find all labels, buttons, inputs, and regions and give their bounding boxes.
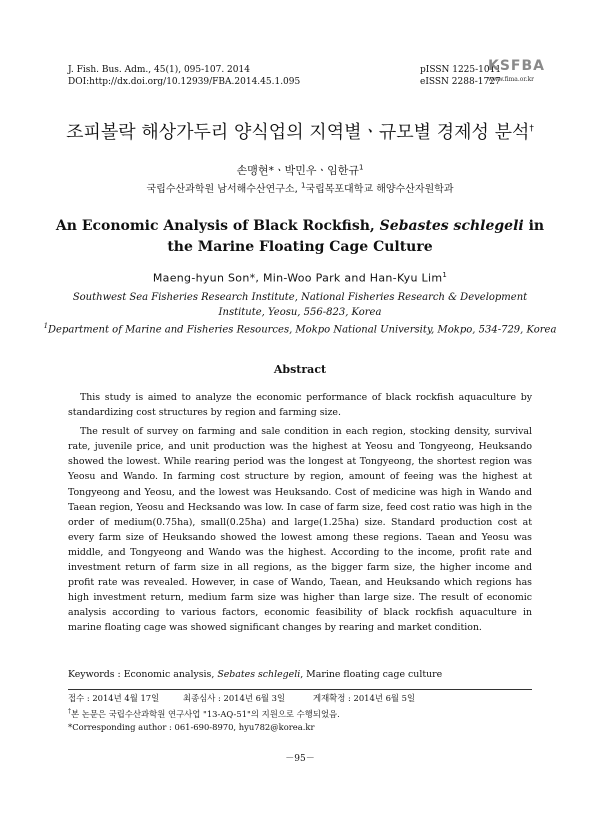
journal-header <box>68 64 300 88</box>
page-number: －95－ <box>285 754 315 764</box>
journal-citation: J. Fish. Bus. Adm., 45(1), 095-107. 2014 <box>68 65 250 75</box>
affiliation-ko-1: 국립수산과학원 남서해수산연구소, <box>146 184 301 195</box>
doi-link[interactable]: DOI:http://dx.doi.org/10.12939/FBA.2014.45.1.095 <box>68 77 301 87</box>
pissn: pISSN 1225-1011 <box>420 65 502 75</box>
corresponding-author: *Corresponding author : 061-690-8970, hyu782@korea.kr <box>68 721 315 732</box>
footnote-divider <box>68 689 532 690</box>
english-title-line-2: the Marine Floating Cage Culture <box>167 239 433 255</box>
keywords <box>68 669 532 680</box>
english-author-mark: 1 <box>442 271 448 279</box>
author-mark: 1 <box>358 163 364 172</box>
title-en-part-end: in <box>523 218 545 234</box>
english-title-line-1 <box>0 216 600 237</box>
korean-title-text: 조피볼락 해상가두리 양식업의 지역별ㆍ규모별 경제성 분석 <box>66 122 530 143</box>
korean-authors-text: 손맹현*ㆍ박민우ㆍ임한규 <box>236 164 359 177</box>
affiliation-en-mark: 1 <box>43 322 49 330</box>
english-authors <box>0 271 600 285</box>
english-authors-text: Maeng-hyun Son*, Min-Woo Park and Han-Kyu Lim <box>152 271 443 285</box>
english-title <box>0 216 600 258</box>
ksfba-logo: KSFBA <box>488 58 546 74</box>
english-affiliation-2 <box>40 322 560 335</box>
korean-title <box>0 118 600 144</box>
funding-note <box>68 705 532 721</box>
received-date: 접수 : 2014년 4월 17일 <box>68 693 160 703</box>
keywords-text-1: Economic analysis, <box>123 669 218 680</box>
abstract-paragraph-2: The result of survey on farming and sale condition in each region, stocking density, survival rate, juvenile price, and unit production was the highest at Yeosu and Tongyeong, Heuksando showed the lowest. While rearing period was the longest at Tongyeong, the shortest region was Yeosu and Wando. In farming cost structure by region, amount of feeing was the highest at Tongyeong and Yeosu, and the lowest was Heuksando. Cost of medicine was high in Wando and Taean region, Yeosu and Hecksando was low. In case of farm size, feed cost ratio was high in the order of medium(0.75ha), small(0.25ha) and large(1.25ha) size. Standard production cost at every farm size of Heuksando showed the lowest among these regions. Taean and Yeosu was middle, and Tongyeong and Wando was the highest. According to the income, profit rate and investment return of farm size in all regions, as the bigger farm size, the higher income and profit rate was revealed. However, in case of Wando, Taean, and Heuksando which regions has high investment return, medium farm size was higher than large size. The result of economic analysis according to various factors, economic feasibility of black rockfish aquaculture in marine floating cage was showed significant changes by rearing and market condition. <box>68 426 532 634</box>
abstract-body <box>68 390 532 640</box>
eissn: eISSN 2288-1727 <box>420 77 501 87</box>
abstract-heading: Abstract <box>273 363 327 376</box>
korean-authors <box>0 162 600 178</box>
review-dates <box>68 692 532 705</box>
keywords-label: Keywords : <box>68 669 124 680</box>
funding-mark: † <box>68 708 71 715</box>
title-dagger: † <box>529 124 534 134</box>
abstract-paragraph-1: This study is aimed to analyze the economic performance of black rockfish aquaculture by standardizing cost structures by region and farming size. <box>68 392 532 419</box>
funding-text: 본 논문은 국립수산과학원 연구사업 "13-AQ-51"의 지원으로 수행되었음. <box>71 708 340 719</box>
affiliation-en-2-text: Department of Marine and Fisheries Resources, Mokpo National University, Mokpo, 534-729, Korea <box>48 324 557 336</box>
keywords-text-2: , Marine floating cage culture <box>300 669 443 680</box>
accepted-date: 게재확정 : 2014년 6월 5일 <box>313 693 416 703</box>
ksfba-site-link[interactable]: www.fima.or.kr <box>488 76 535 83</box>
english-affiliation-1: Southwest Sea Fisheries Research Institute, National Fisheries Research & Development Institute, Yeosu, 556-823, Korea <box>72 292 528 318</box>
footnotes <box>68 692 532 734</box>
affiliation-ko-mark: 1 <box>300 181 306 190</box>
species-name: Sebastes schlegeli <box>379 218 524 234</box>
korean-affiliations <box>0 180 600 195</box>
title-en-part: An Economic Analysis of Black Rockfish, <box>55 218 380 234</box>
affiliation-ko-2: 국립목포대학교 해양수산자원학과 <box>305 184 454 195</box>
revised-date: 최종심사 : 2014년 6월 3일 <box>183 693 286 703</box>
keywords-species: Sebates schlegeli <box>217 669 301 680</box>
